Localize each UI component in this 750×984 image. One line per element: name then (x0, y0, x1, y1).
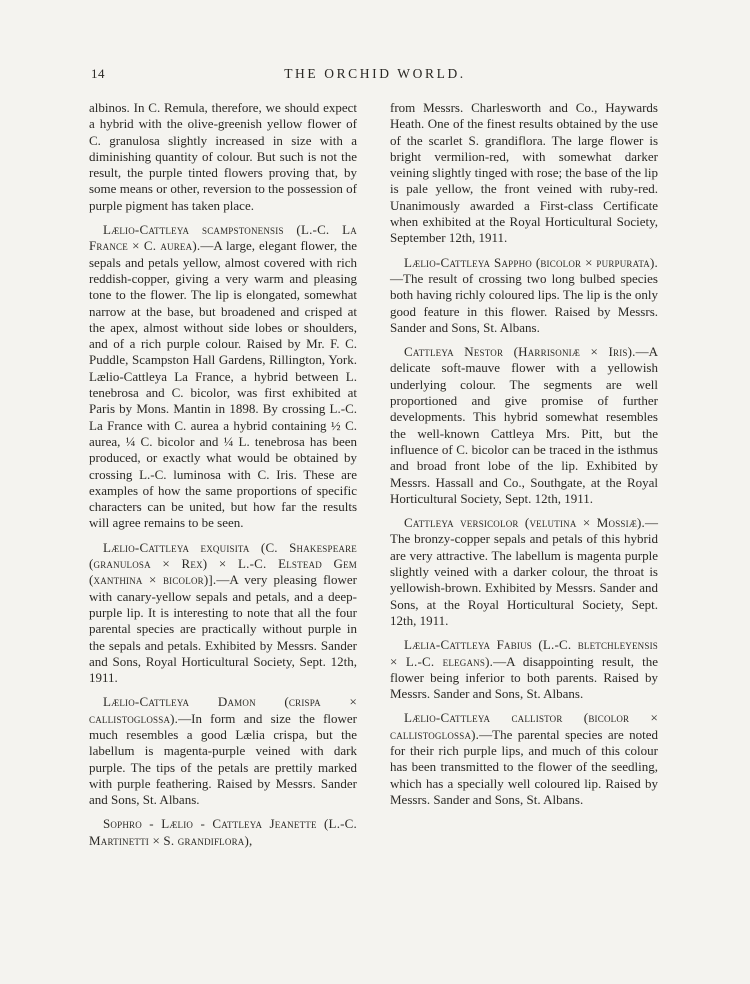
entry-damon (89, 694, 357, 808)
entry-jeanette (89, 816, 357, 849)
entry-body: —The parental species are noted for their rich purple lips, and much of this colour has been transmitted to the flower of the seedling, which has a specially well coloured lip. Raised by Messrs. Sander and Sons, St. Albans. (390, 726, 658, 807)
hybrid-name: Lælia-Cattleya Fabius (L.-C. bletchleyensis × L.-C. elegans). (390, 637, 658, 669)
hybrid-name: Cattleya versicolor (velutina × Mossiæ). (404, 515, 645, 531)
entry-body: —The bronzy-copper sepals and petals of this hybrid are very attractive. The labellum is magenta purple slightly veined with a darker colour, the throat is yellowish-brown. Exhibited by Messrs. Sander and Sons, at the Royal Horticultural Society, Sept. 12th, 1911. (390, 515, 658, 628)
entry-body: —In form and size the flower much resembles a good Lælia crispa, but the labellum is magenta-purple veined with dark purple. The tips of the petals are prettily marked with purple feathering. Raised by Messrs. Sander and Sons, St. Albans. (89, 710, 357, 808)
paragraph-body: albinos. In C. Remula, therefore, we should expect a hybrid with the olive-greenish yellow flower of C. granulosa slightly increased in size with a diminishing quantity of colour. But such is not the result, the purple tinted flowers proving that, by some means or other, reversion to the possession of purple pigment has taken place. (89, 100, 357, 213)
entry-sappho (390, 255, 658, 336)
entry-body: —A disappointing result, the flower being inferior to both parents. Raised by Messrs. Sander and Sons, St. Albans. (390, 653, 658, 702)
hybrid-name: Lælio-Cattleya callistor (bicolor × callistoglossa). (390, 710, 658, 742)
paragraph-albinos (89, 100, 357, 214)
hybrid-name: Lælio-Cattleya Sappho (bicolor × purpurata). (404, 254, 658, 270)
entry-exquisita (89, 540, 357, 687)
entry-callistor (390, 710, 658, 808)
hybrid-name: Cattleya Nestor (Harrisoniæ × Iris). (404, 344, 636, 360)
entry-nestor (390, 344, 658, 507)
running-title: THE ORCHID WORLD. (284, 66, 466, 81)
entry-body: —A large, elegant flower, the sepals and petals yellow, almost covered with rich reddish-copper, giving a very warm and pleasing tone to the flower. The lip is elongated, somewhat narrow at the base, but broadened and crisped at the apex, almost without side lobes or shoulders, and of a rich purple colour. Raised by Mr. F. C. Puddle, Scampston Hall Gardens, Rillington, York. Lælio-Cattleya La France, a hybrid between L. tenebrosa and C. bicolor, was first exhibited at Paris by Mons. Mantin in 1898. By crossing L.-C. La France with C. aurea a hybrid containing ½ C. aurea, ¼ C. bicolor and ¼ L. tenebrosa has been produced, or exactly what would be obtained by crossing L.-C. luminosa with C. Iris. These are examples of how the same proportions of specific characters can be united, but how far the results will agree remains to be seen. (89, 238, 357, 531)
paragraph-body: from Messrs. Charlesworth and Co., Haywards Heath. One of the finest results obtained by the use of the scarlet S. grandiflora. The large flower is bright vermilion-red, with somewhat darker veining slightly tinged with rose; the base of the lip is pale yellow, the front veined with ruby-red. Unanimously awarded a First-class Certificate when exhibited at the Royal Horticultural Society, September 12th, 1911. (390, 100, 658, 246)
hybrid-name: Lælio-Cattleya exquisita (C. Shakespeare (granulosa × Rex) × L.-C. Elstead Gem (xanthina × bicolor)]. (89, 539, 357, 588)
left-column (89, 100, 357, 857)
entry-body: —A delicate soft-mauve flower with a yellowish underlying colour. The segments are well proportioned and give promise of further developments. This hybrid somewhat resembles the well-known Cattleya Mrs. Pitt, but the influence of C. bicolor can be traced in the isthmus and broad front lobe of the lip. Exhibited by Messrs. Hassall and Co., Southgate, at the Royal Horticultural Society, Sept. 12th, 1911. (390, 344, 658, 506)
hybrid-name: Lælio-Cattleya Damon (crispa × callistoglossa). (89, 694, 357, 726)
paragraph-jeanette-continued (390, 100, 658, 247)
entry-fabius (390, 637, 658, 702)
right-column (390, 100, 658, 816)
entry-versicolor (390, 515, 658, 629)
entry-body: —The result of crossing two long bulbed species both having richly coloured lips. The lip is the only good feature in this flower. Raised by Messrs. Sander and Sons, St. Albans. (390, 270, 658, 335)
entry-body: —A very pleasing flower with canary-yellow sepals and petals, and a deep-purple lip. It is interesting to note that all the four parental species are practically without purple in the sepals and petals. Exhibited by Messrs. Sander and Sons, Royal Horticultural Society, Sept. 12th, 1911. (89, 572, 357, 686)
entry-scampstonensis (89, 222, 357, 532)
page-number: 14 (91, 66, 105, 81)
hybrid-name: Lælio-Cattleya scampstonensis (L.-C. La France × C. aurea). (89, 222, 357, 254)
hybrid-name: Sophro - Lælio - Cattleya Jeanette (L.-C. Martinetti × S. grandiflora), (89, 816, 357, 848)
